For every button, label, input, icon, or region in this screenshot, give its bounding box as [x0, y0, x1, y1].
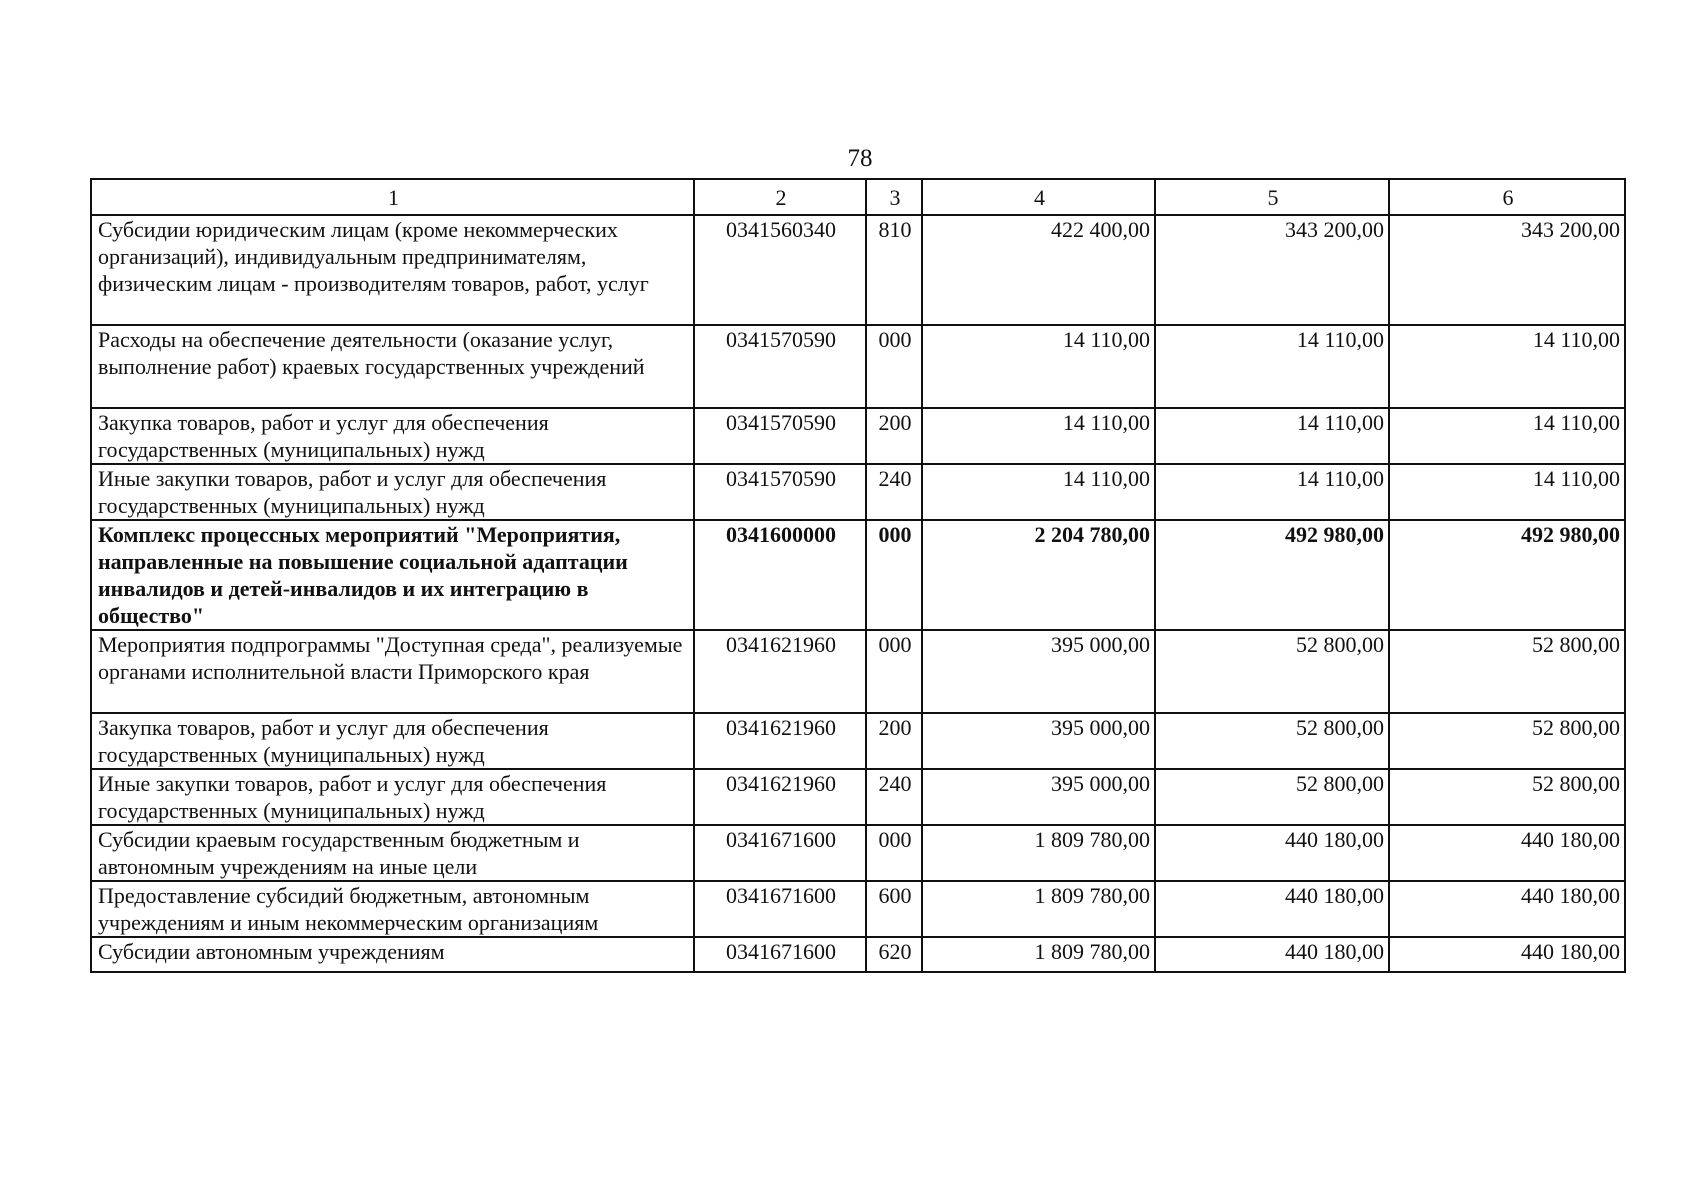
row-name: Субсидии юридическим лицам (кроме некоммерческих организаций), индивидуальным предпринимателям, физическим лицам - производителям товаров, работ, услуг [91, 215, 694, 325]
row-expense-type: 000 [866, 825, 922, 881]
row-expense-type: 000 [866, 325, 922, 408]
row-amount-col5: 52 800,00 [1155, 769, 1389, 825]
row-expense-type: 240 [866, 464, 922, 520]
table-row [91, 769, 1625, 825]
row-amount-col5: 440 180,00 [1155, 881, 1389, 937]
row-expense-type: 200 [866, 408, 922, 464]
row-name: Комплекс процессных мероприятий "Мероприятия, направленные на повышение социальной адаптации инвалидов и детей-инвалидов и их интеграцию в общество" [91, 520, 694, 630]
row-amount-col4: 1 809 780,00 [922, 825, 1155, 881]
row-amount-col6: 14 110,00 [1389, 408, 1625, 464]
row-amount-col4: 14 110,00 [922, 408, 1155, 464]
table-row [91, 325, 1625, 408]
row-amount-col5: 52 800,00 [1155, 630, 1389, 713]
row-amount-col5: 492 980,00 [1155, 520, 1389, 630]
row-name: Предоставление субсидий бюджетным, автономным учреждениям и иным некоммерческим организациям [91, 881, 694, 937]
table-row [91, 825, 1625, 881]
row-amount-col6: 14 110,00 [1389, 325, 1625, 408]
budget-table [90, 178, 1626, 973]
row-amount-col6: 440 180,00 [1389, 881, 1625, 937]
row-amount-col6: 52 800,00 [1389, 713, 1625, 769]
row-amount-col4: 2 204 780,00 [922, 520, 1155, 630]
row-expense-type: 810 [866, 215, 922, 325]
row-code: 0341570590 [694, 408, 866, 464]
row-code: 0341671600 [694, 825, 866, 881]
row-amount-col5: 52 800,00 [1155, 713, 1389, 769]
row-name: Закупка товаров, работ и услуг для обеспечения государственных (муниципальных) нужд [91, 713, 694, 769]
column-header-3: 3 [866, 179, 922, 215]
row-code: 0341600000 [694, 520, 866, 630]
column-number-header-row [91, 179, 1625, 215]
row-amount-col4: 14 110,00 [922, 464, 1155, 520]
row-amount-col5: 343 200,00 [1155, 215, 1389, 325]
row-name: Субсидии автономным учреждениям [91, 937, 694, 972]
row-name: Субсидии краевым государственным бюджетным и автономным учреждениям на иные цели [91, 825, 694, 881]
row-amount-col4: 422 400,00 [922, 215, 1155, 325]
row-amount-col6: 52 800,00 [1389, 769, 1625, 825]
row-amount-col6: 52 800,00 [1389, 630, 1625, 713]
row-code: 0341671600 [694, 937, 866, 972]
table-row [91, 215, 1625, 325]
row-amount-col6: 492 980,00 [1389, 520, 1625, 630]
table-row [91, 937, 1625, 972]
row-code: 0341570590 [694, 325, 866, 408]
table-row-section-total [91, 520, 1625, 630]
row-amount-col5: 440 180,00 [1155, 937, 1389, 972]
column-header-5: 5 [1155, 179, 1389, 215]
page-number: 78 [847, 145, 873, 172]
table-row [91, 464, 1625, 520]
row-name: Иные закупки товаров, работ и услуг для обеспечения государственных (муниципальных) нужд [91, 464, 694, 520]
row-expense-type: 200 [866, 713, 922, 769]
column-header-2: 2 [694, 179, 866, 215]
row-expense-type: 600 [866, 881, 922, 937]
row-amount-col6: 440 180,00 [1389, 937, 1625, 972]
row-code: 0341570590 [694, 464, 866, 520]
row-amount-col4: 395 000,00 [922, 713, 1155, 769]
table-row [91, 713, 1625, 769]
table-row [91, 881, 1625, 937]
row-amount-col4: 395 000,00 [922, 769, 1155, 825]
column-header-6: 6 [1389, 179, 1625, 215]
row-code: 0341621960 [694, 713, 866, 769]
row-code: 0341621960 [694, 769, 866, 825]
row-name: Расходы на обеспечение деятельности (оказание услуг, выполнение работ) краевых государственных учреждений [91, 325, 694, 408]
row-name: Иные закупки товаров, работ и услуг для обеспечения государственных (муниципальных) нужд [91, 769, 694, 825]
row-name: Мероприятия подпрограммы "Доступная среда", реализуемые органами исполнительной власти Приморского края [91, 630, 694, 713]
row-amount-col6: 14 110,00 [1389, 464, 1625, 520]
column-header-4: 4 [922, 179, 1155, 215]
row-amount-col4: 1 809 780,00 [922, 937, 1155, 972]
table-row [91, 408, 1625, 464]
row-amount-col5: 440 180,00 [1155, 825, 1389, 881]
row-code: 0341671600 [694, 881, 866, 937]
row-expense-type: 240 [866, 769, 922, 825]
row-amount-col4: 1 809 780,00 [922, 881, 1155, 937]
row-amount-col4: 14 110,00 [922, 325, 1155, 408]
row-expense-type: 620 [866, 937, 922, 972]
row-amount-col5: 14 110,00 [1155, 464, 1389, 520]
row-code: 0341560340 [694, 215, 866, 325]
row-expense-type: 000 [866, 520, 922, 630]
row-amount-col6: 440 180,00 [1389, 825, 1625, 881]
table-row [91, 630, 1625, 713]
row-amount-col6: 343 200,00 [1389, 215, 1625, 325]
row-amount-col5: 14 110,00 [1155, 408, 1389, 464]
row-amount-col5: 14 110,00 [1155, 325, 1389, 408]
row-code: 0341621960 [694, 630, 866, 713]
row-amount-col4: 395 000,00 [922, 630, 1155, 713]
row-expense-type: 000 [866, 630, 922, 713]
row-name: Закупка товаров, работ и услуг для обеспечения государственных (муниципальных) нужд [91, 408, 694, 464]
column-header-1: 1 [91, 179, 694, 215]
